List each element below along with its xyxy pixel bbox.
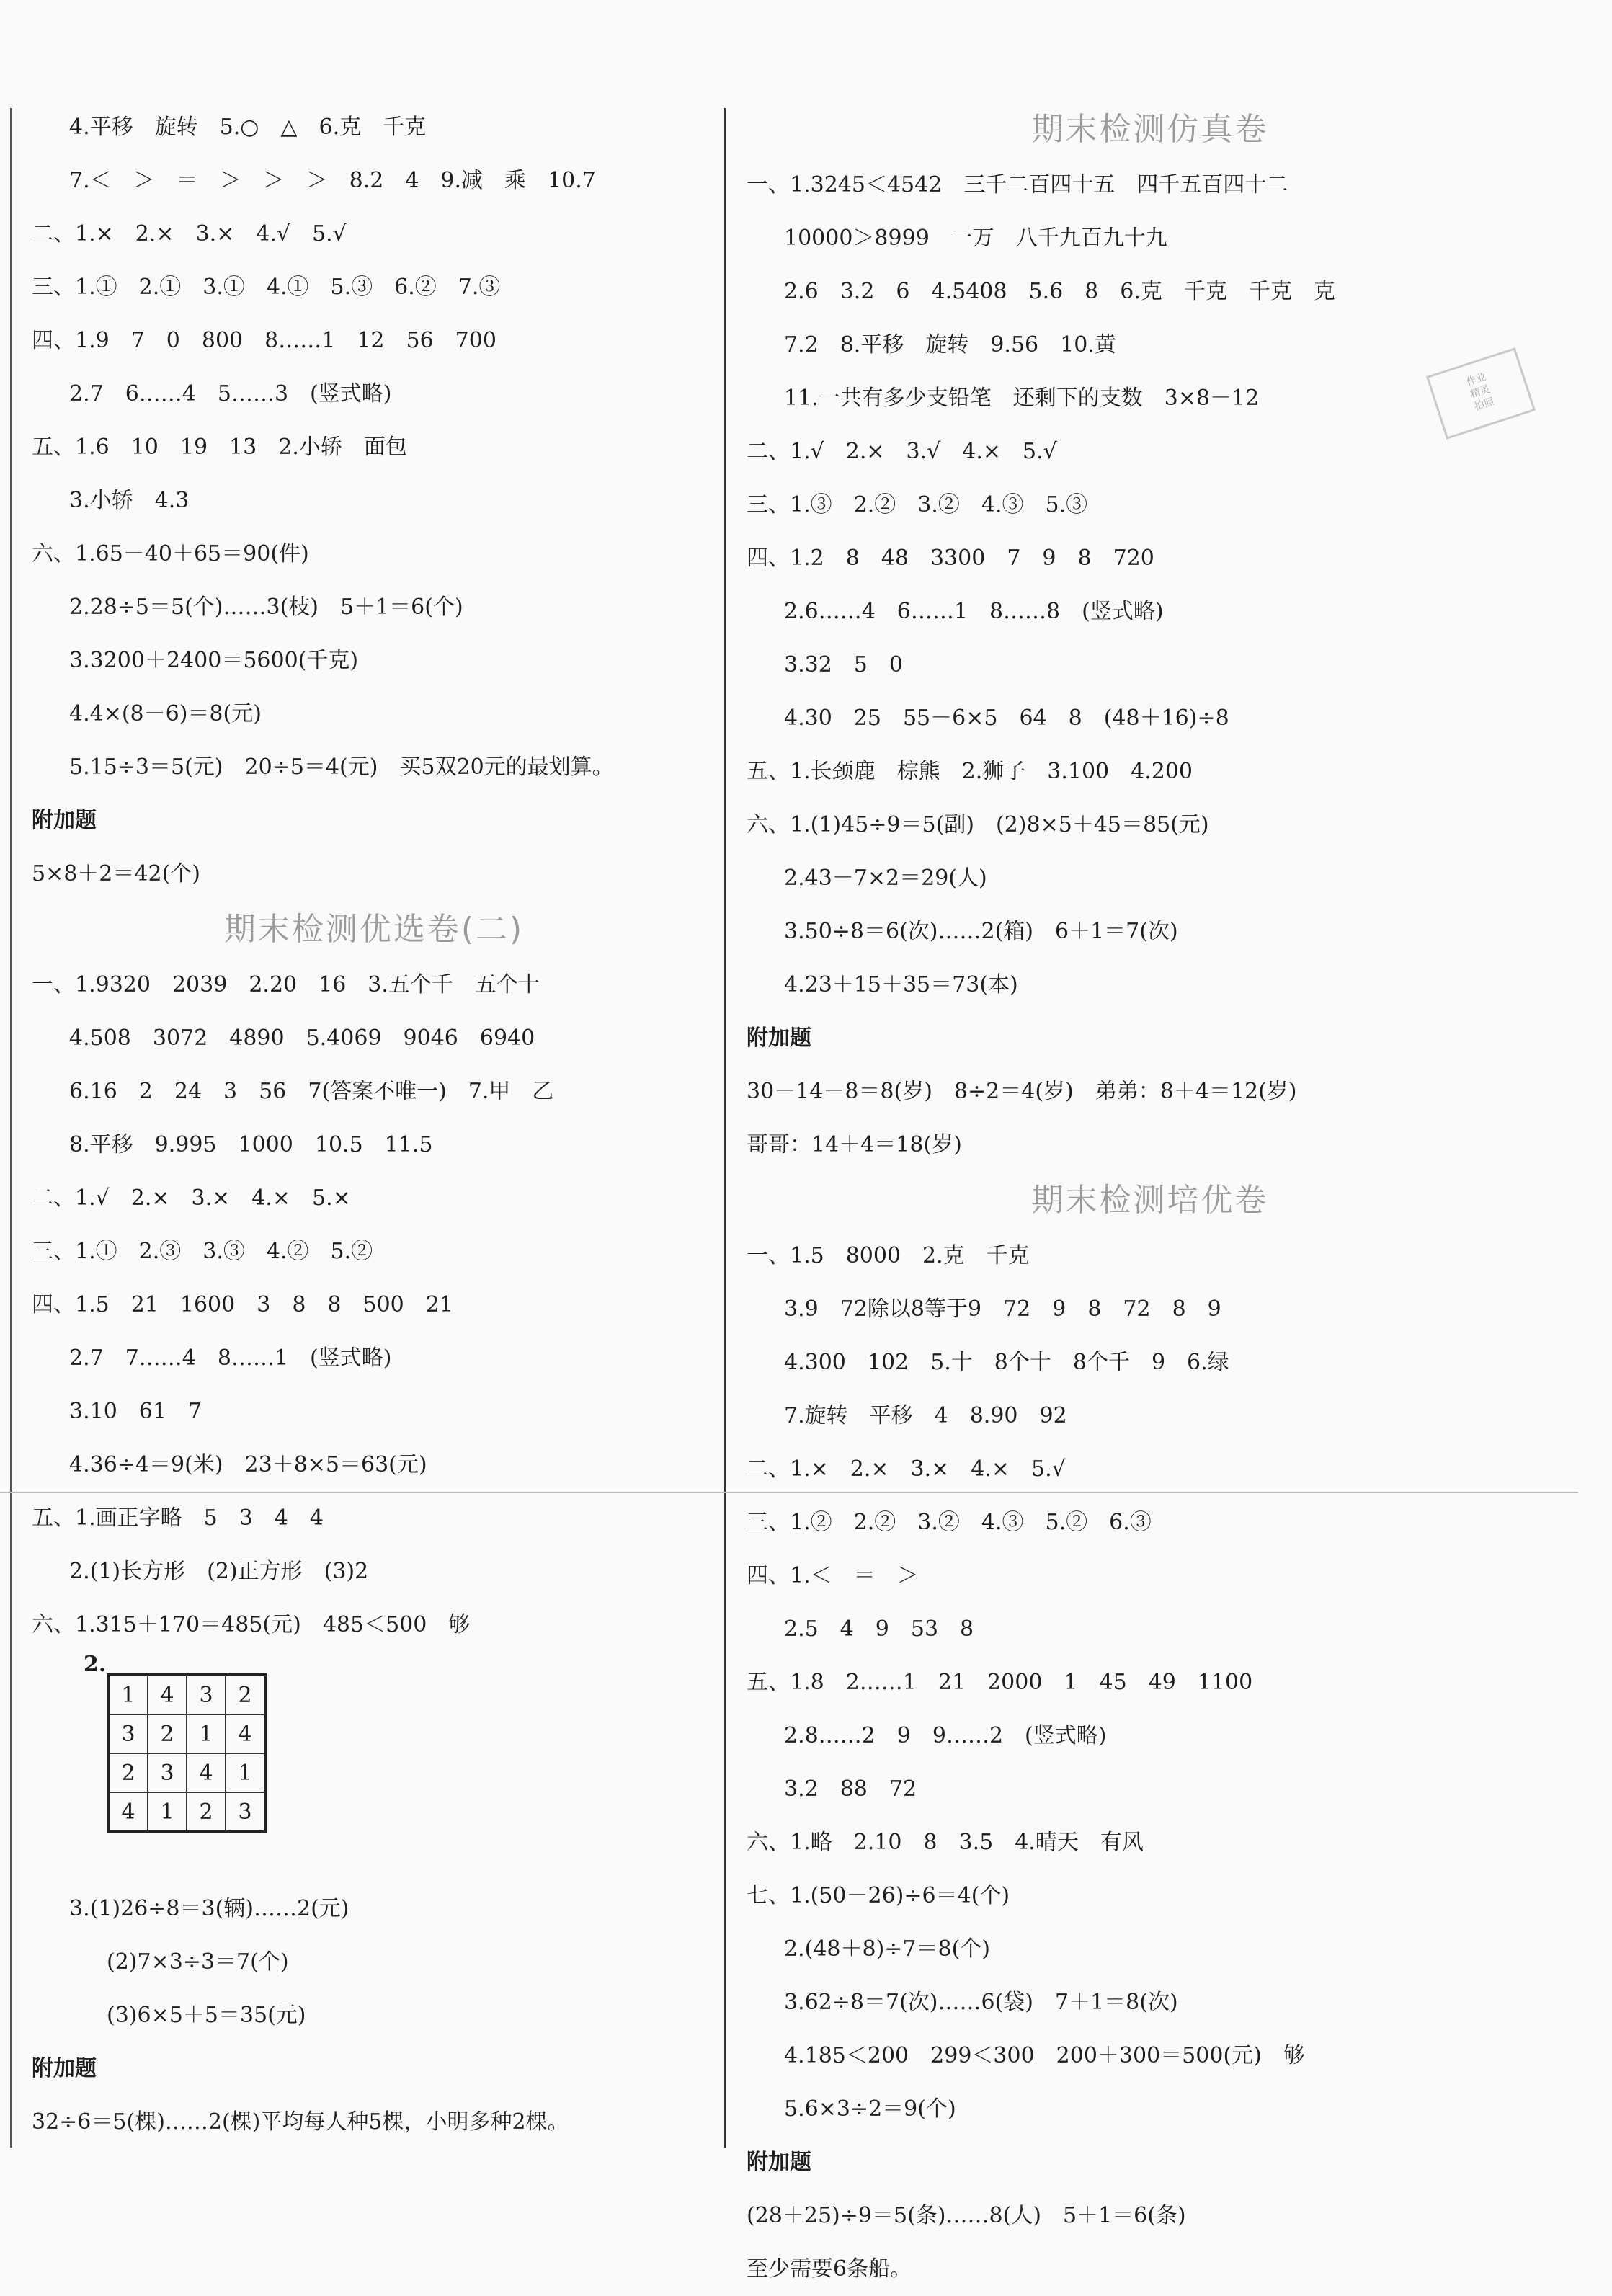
section-title: 期末检测培优卷	[1031, 1182, 1269, 1219]
grid-cell: 1	[108, 1675, 148, 1714]
bonus-heading: 附加题	[32, 2056, 97, 2081]
answer-line: 4.4×(8－6)＝8(元)	[69, 701, 262, 726]
answer-line: 8.平移 9.995 1000 10.5 11.5	[69, 1132, 433, 1157]
answer-line: 3.(1)26÷8＝3(辆)……2(元)	[69, 1896, 349, 1921]
answer-line: 哥哥：14＋4＝18(岁)	[747, 1132, 962, 1157]
grid-cell: 3	[187, 1675, 226, 1714]
grid-cell: 1	[226, 1753, 265, 1792]
answer-line: 二、1.× 2.× 3.× 4.× 5.√	[747, 1456, 1066, 1482]
grid-cell: 1	[148, 1792, 187, 1832]
answer-line: 6.16 2 24 3 56 7(答案不唯一) 7.甲 乙	[69, 1079, 554, 1104]
grid-cell: 2	[187, 1792, 226, 1832]
answer-line: (2)7×3÷3＝7(个)	[107, 1949, 289, 1975]
stamp-mark: 作业 精灵 拍照	[1426, 347, 1536, 440]
answer-line: 六、1.略 2.10 8 3.5 4.晴天 有风	[747, 1830, 1144, 1855]
answer-line: 二、1.√ 2.× 3.√ 4.× 5.√	[747, 439, 1057, 464]
section-title: 期末检测优选卷(二)	[223, 911, 525, 948]
answer-line: (3)6×5＋5＝35(元)	[107, 2003, 306, 2028]
answer-line: 4.23＋15＋35＝73(本)	[784, 972, 1018, 997]
answer-line: 二、1.√ 2.× 3.× 4.× 5.×	[32, 1185, 351, 1211]
answer-line: 六、1.(1)45÷9＝5(副) (2)8×5＋45＝85(元)	[747, 812, 1209, 837]
answer-line: 三、1.③ 2.② 3.② 4.③ 5.③	[747, 492, 1088, 517]
answer-line: 四、1.2 8 48 3300 7 9 8 720	[747, 546, 1154, 571]
answer-line: 3.2 88 72	[784, 1776, 917, 1802]
answer-line: 3.3200＋2400＝5600(千克)	[69, 648, 359, 673]
answer-line: 2.5 4 9 53 8	[784, 1616, 974, 1642]
answer-line: 六、1.65－40＋65＝90(件)	[32, 541, 309, 566]
answer-line: 2.(1)长方形 (2)正方形 (3)2	[69, 1559, 369, 1584]
grid-cell: 3	[108, 1714, 148, 1753]
answer-line: 4.508 3072 4890 5.4069 9046 6940	[69, 1025, 535, 1051]
answer-line: 2.(48＋8)÷7＝8(个)	[784, 1936, 991, 1962]
answer-line: 3.62÷8＝7(次)……6(袋) 7＋1＝8(次)	[784, 1990, 1178, 2015]
answer-line: 2.7 6……4 5……3 (竖式略)	[69, 381, 392, 406]
answer-line: 4.185＜200 299＜300 200＋300＝500(元) 够	[784, 2043, 1305, 2068]
answer-line: 2.8……2 9 9……2 (竖式略)	[784, 1723, 1107, 1748]
answer-line: 三、1.② 2.② 3.② 4.③ 5.② 6.③	[747, 1510, 1152, 1535]
answer-line: 四、1.5 21 1600 3 8 8 500 21	[32, 1292, 453, 1317]
grid-cell: 4	[226, 1714, 265, 1753]
answer-line: 3.10 61 7	[69, 1399, 202, 1424]
answer-line: 5.15÷3＝5(元) 20÷5＝4(元) 买5双20元的最划算。	[69, 755, 614, 780]
answer-line: 五、1.画正字略 5 3 4 4	[32, 1505, 324, 1531]
answer-line: 至少需要6条船。	[747, 2256, 912, 2282]
grid-cell: 1	[187, 1714, 226, 1753]
answer-line: 7.2 8.平移 旋转 9.56 10.黄	[784, 332, 1116, 357]
answer-line: 2.6 3.2 6 4.5408 5.6 8 6.克 千克 千克 克	[784, 279, 1335, 304]
answer-line: 七、1.(50－26)÷6＝4(个)	[747, 1883, 1010, 1908]
answer-line: 10000＞8999 一万 八千九百九十九	[784, 226, 1167, 251]
column-divider	[724, 108, 726, 2148]
answer-line: 4.300 102 5.十 8个十 8个千 9 6.绿	[784, 1350, 1229, 1375]
answer-line: 30－14－8＝8(岁) 8÷2＝4(岁) 弟弟：8＋4＝12(岁)	[747, 1079, 1297, 1104]
left-border	[10, 108, 12, 2148]
answer-line: 5×8＋2＝42(个)	[32, 861, 200, 886]
answer-line: (28＋25)÷9＝5(条)……8(人) 5＋1＝6(条)	[747, 2203, 1186, 2228]
answer-line: 3.32 5 0	[784, 652, 903, 677]
grid-label: 2.	[84, 1652, 107, 1677]
number-grid	[107, 1673, 267, 1833]
section-title: 期末检测仿真卷	[1031, 111, 1269, 148]
grid-cell: 3	[226, 1792, 265, 1832]
answer-line: 四、1.＜ ＝ ＞	[747, 1563, 919, 1588]
answer-line: 三、1.① 2.③ 3.③ 4.② 5.②	[32, 1239, 373, 1264]
bonus-heading: 附加题	[747, 1025, 811, 1051]
grid-cell: 4	[108, 1792, 148, 1832]
bonus-heading: 附加题	[747, 2150, 811, 2175]
answer-line: 2.28÷5＝5(个)……3(枝) 5＋1＝6(个)	[69, 595, 463, 620]
answer-line: 4.30 25 55－6×5 64 8 (48＋16)÷8	[784, 706, 1229, 731]
grid-cell: 2	[148, 1714, 187, 1753]
grid-cell: 2	[108, 1753, 148, 1792]
answer-line: 三、1.① 2.① 3.① 4.① 5.③ 6.② 7.③	[32, 275, 501, 300]
answer-line: 11.一共有多少支铅笔 还剩下的支数 3×8－12	[784, 386, 1260, 411]
answer-line: 二、1.× 2.× 3.× 4.√ 5.√	[32, 221, 347, 246]
left-column	[32, 101, 716, 2149]
answer-line: 3.50÷8＝6(次)……2(箱) 6＋1＝7(次)	[784, 919, 1178, 944]
grid-cell: 4	[148, 1675, 187, 1714]
grid-cell: 3	[148, 1753, 187, 1792]
answer-line: 3.9 72除以8等于9 72 9 8 72 8 9	[784, 1296, 1221, 1322]
answer-line: 7.旋转 平移 4 8.90 92	[784, 1403, 1067, 1428]
answer-line: 2.6……4 6……1 8……8 (竖式略)	[784, 599, 1164, 624]
answer-line: 2.43－7×2＝29(人)	[784, 866, 987, 891]
number-grid-block	[32, 1652, 716, 1882]
answer-line: 五、1.8 2……1 21 2000 1 45 49 1100	[747, 1670, 1253, 1695]
answer-line: 5.6×3÷2＝9(个)	[784, 2096, 956, 2122]
answer-line: 32÷6＝5(棵)……2(棵)平均每人种5棵，小明多种2棵。	[32, 2109, 569, 2135]
answer-line: 一、1.3245＜4542 三千二百四十五 四千五百四十二	[747, 172, 1288, 197]
grid-cell: 2	[226, 1675, 265, 1714]
answer-line: 一、1.5 8000 2.克 千克	[747, 1243, 1030, 1268]
grid-cell: 4	[187, 1753, 226, 1792]
answer-line: 四、1.9 7 0 800 8……1 12 56 700	[32, 328, 496, 353]
answer-line: 一、1.9320 2039 2.20 16 3.五个千 五个十	[32, 972, 540, 997]
answer-line: 4.36÷4＝9(米) 23＋8×5＝63(元)	[69, 1452, 427, 1477]
right-column	[747, 101, 1554, 2296]
answer-line: 3.小轿 4.3	[69, 488, 190, 513]
answer-line: 7.＜ ＞ ＝ ＞ ＞ ＞ 8.2 4 9.减 乘 10.7	[69, 168, 596, 193]
bonus-heading: 附加题	[32, 808, 97, 833]
answer-line: 五、1.长颈鹿 棕熊 2.狮子 3.100 4.200	[747, 759, 1193, 784]
answer-line: 4.平移 旋转 5.○ △ 6.克 千克	[69, 115, 427, 140]
answer-line: 2.7 7……4 8……1 (竖式略)	[69, 1345, 392, 1371]
answer-line: 五、1.6 10 19 13 2.小轿 面包	[32, 435, 407, 460]
answer-line: 六、1.315＋170＝485(元) 485＜500 够	[32, 1612, 471, 1637]
